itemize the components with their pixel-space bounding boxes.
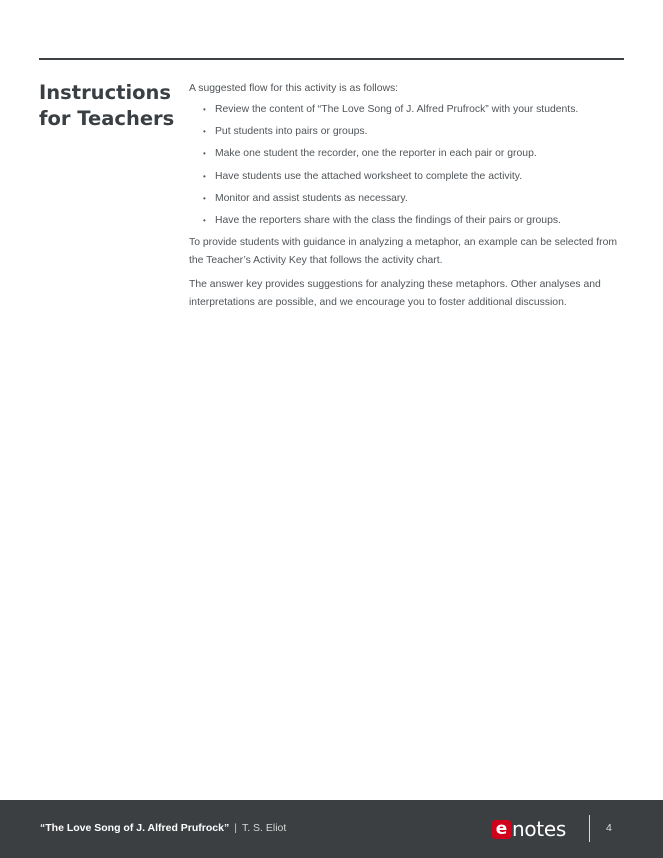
enotes-logo[interactable] [492, 818, 566, 840]
guidance-paragraph: To provide students with guidance in analyzing a metaphor, an example can be selected from the Teacher’s Activity Key that follows the activity chart. [189, 237, 618, 267]
instructions-content [189, 80, 629, 312]
footer-work-title: “The Love Song of J. Alfred Prufrock” [40, 822, 230, 834]
top-rule [39, 58, 624, 60]
page-number: 4 [606, 822, 612, 834]
enotes-logo-icon: e [492, 820, 511, 839]
footer-title [40, 822, 286, 834]
section-title [39, 80, 179, 132]
list-item: • Put students into pairs or groups. [203, 123, 629, 141]
list-item: • Have the reporters share with the class the findings of their pairs or groups. [203, 212, 629, 230]
section-title-line-2: for Teachers [39, 107, 175, 130]
intro-text: A suggested flow for this activity is as follows: [189, 83, 399, 94]
list-item: • Have students use the attached worksheet to complete the activity. [203, 168, 629, 186]
page-footer [0, 800, 663, 858]
list-item: • Make one student the recorder, one the reporter in each pair or group. [203, 145, 629, 163]
enotes-logo-text: notes [512, 817, 566, 841]
answer-key-paragraph: The answer key provides suggestions for analyzing these metaphors. Other analyses and interpretations are possible, and we encourage you to foster additional discussion. [189, 279, 601, 309]
activity-flow-list [189, 101, 629, 230]
footer-divider [589, 815, 590, 842]
footer-author: T. S. Eliot [241, 822, 287, 834]
section-title-line-1: Instructions [39, 81, 172, 104]
list-item: • Review the content of “The Love Song of J. Alfred Prufrock” with your students. [203, 101, 629, 119]
list-item: • Monitor and assist students as necessary. [203, 190, 629, 208]
footer-separator: | [234, 822, 237, 834]
